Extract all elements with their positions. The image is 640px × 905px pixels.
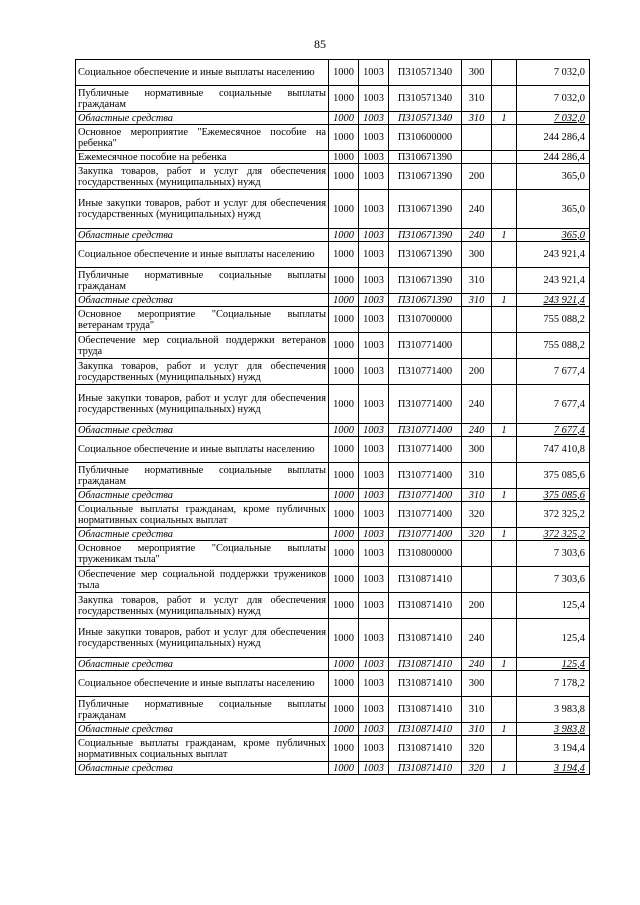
cell-funding-source: 1: [492, 723, 517, 736]
cell-expense-type-code: [462, 333, 492, 359]
cell-expenditure-name: Закупка товаров, работ и услуг для обеспечения государственных (муниципальных) нужд: [76, 593, 329, 619]
cell-section-code: 1000: [329, 437, 359, 463]
cell-expense-type-code: 310: [462, 723, 492, 736]
cell-target-item-code: П310871410: [389, 593, 462, 619]
cell-section-code: 1000: [329, 333, 359, 359]
cell-expenditure-name: Публичные нормативные социальные выплаты гражданам: [76, 86, 329, 112]
cell-expenditure-name: Закупка товаров, работ и услуг для обеспечения государственных (муниципальных) нужд: [76, 359, 329, 385]
cell-subsection-code: 1003: [359, 229, 389, 242]
cell-amount: 125,4: [517, 619, 590, 658]
cell-expenditure-name: Областные средства: [76, 528, 329, 541]
cell-funding-source: 1: [492, 112, 517, 125]
cell-expense-type-code: 240: [462, 190, 492, 229]
cell-target-item-code: П310771400: [389, 333, 462, 359]
cell-subsection-code: 1003: [359, 307, 389, 333]
cell-subsection-code: 1003: [359, 762, 389, 775]
cell-expenditure-name: Социальное обеспечение и иные выплаты населению: [76, 671, 329, 697]
cell-subsection-code: 1003: [359, 593, 389, 619]
cell-funding-source: [492, 333, 517, 359]
cell-amount: 3 983,8: [517, 723, 590, 736]
cell-expenditure-name: Основное мероприятие "Ежемесячное пособие на ребенка": [76, 125, 329, 151]
cell-target-item-code: П310700000: [389, 307, 462, 333]
cell-amount: 365,0: [517, 190, 590, 229]
cell-expense-type-code: 240: [462, 619, 492, 658]
table-row: [76, 697, 590, 723]
cell-expense-type-code: [462, 541, 492, 567]
table-row: [76, 86, 590, 112]
cell-subsection-code: 1003: [359, 567, 389, 593]
table-row: [76, 307, 590, 333]
cell-section-code: 1000: [329, 593, 359, 619]
cell-expenditure-name: Публичные нормативные социальные выплаты гражданам: [76, 697, 329, 723]
cell-expenditure-name: Социальные выплаты гражданам, кроме публичных нормативных социальных выплат: [76, 736, 329, 762]
cell-expense-type-code: 310: [462, 697, 492, 723]
cell-funding-source: [492, 60, 517, 86]
cell-target-item-code: П310800000: [389, 541, 462, 567]
cell-expense-type-code: 200: [462, 164, 492, 190]
cell-amount: 244 286,4: [517, 125, 590, 151]
cell-expenditure-name: Социальное обеспечение и иные выплаты населению: [76, 242, 329, 268]
cell-section-code: 1000: [329, 619, 359, 658]
cell-funding-source: [492, 268, 517, 294]
cell-section-code: 1000: [329, 502, 359, 528]
cell-section-code: 1000: [329, 164, 359, 190]
cell-subsection-code: 1003: [359, 437, 389, 463]
cell-subsection-code: 1003: [359, 86, 389, 112]
cell-target-item-code: П310600000: [389, 125, 462, 151]
table-row: [76, 112, 590, 125]
cell-expenditure-name: Социальные выплаты гражданам, кроме публичных нормативных социальных выплат: [76, 502, 329, 528]
cell-funding-source: [492, 307, 517, 333]
cell-subsection-code: 1003: [359, 268, 389, 294]
cell-amount: 243 921,4: [517, 268, 590, 294]
cell-expense-type-code: 240: [462, 658, 492, 671]
cell-expenditure-name: Публичные нормативные социальные выплаты гражданам: [76, 463, 329, 489]
cell-expenditure-name: Областные средства: [76, 294, 329, 307]
cell-target-item-code: П310771400: [389, 424, 462, 437]
cell-section-code: 1000: [329, 463, 359, 489]
table-row: [76, 489, 590, 502]
cell-subsection-code: 1003: [359, 190, 389, 229]
cell-expense-type-code: 300: [462, 671, 492, 697]
cell-expense-type-code: 240: [462, 424, 492, 437]
cell-subsection-code: 1003: [359, 619, 389, 658]
cell-target-item-code: П310671390: [389, 294, 462, 307]
cell-section-code: 1000: [329, 359, 359, 385]
table-row: [76, 294, 590, 307]
cell-expenditure-name: Иные закупки товаров, работ и услуг для обеспечения государственных (муниципальных) нужд: [76, 190, 329, 229]
cell-expense-type-code: 320: [462, 736, 492, 762]
cell-expense-type-code: 320: [462, 762, 492, 775]
cell-section-code: 1000: [329, 736, 359, 762]
cell-subsection-code: 1003: [359, 333, 389, 359]
cell-funding-source: 1: [492, 528, 517, 541]
cell-expense-type-code: 240: [462, 229, 492, 242]
cell-target-item-code: П310771400: [389, 489, 462, 502]
cell-target-item-code: П310771400: [389, 502, 462, 528]
cell-expense-type-code: 310: [462, 86, 492, 112]
cell-expense-type-code: 310: [462, 463, 492, 489]
cell-expenditure-name: Областные средства: [76, 229, 329, 242]
cell-amount: 375 085,6: [517, 489, 590, 502]
cell-funding-source: 1: [492, 229, 517, 242]
cell-subsection-code: 1003: [359, 671, 389, 697]
cell-subsection-code: 1003: [359, 424, 389, 437]
cell-amount: 125,4: [517, 658, 590, 671]
cell-target-item-code: П310571340: [389, 60, 462, 86]
table-row: [76, 424, 590, 437]
cell-expenditure-name: Социальное обеспечение и иные выплаты населению: [76, 60, 329, 86]
cell-amount: 244 286,4: [517, 151, 590, 164]
cell-amount: 375 085,6: [517, 463, 590, 489]
cell-target-item-code: П310771400: [389, 437, 462, 463]
table-row: [76, 723, 590, 736]
cell-section-code: 1000: [329, 60, 359, 86]
cell-funding-source: [492, 502, 517, 528]
cell-expense-type-code: 240: [462, 385, 492, 424]
cell-funding-source: [492, 736, 517, 762]
cell-expenditure-name: Обеспечение мер социальной поддержки тружеников тыла: [76, 567, 329, 593]
cell-expenditure-name: Областные средства: [76, 762, 329, 775]
cell-funding-source: [492, 359, 517, 385]
cell-funding-source: [492, 437, 517, 463]
cell-section-code: 1000: [329, 697, 359, 723]
table-row: [76, 593, 590, 619]
cell-section-code: 1000: [329, 112, 359, 125]
cell-expenditure-name: Областные средства: [76, 489, 329, 502]
cell-funding-source: 1: [492, 658, 517, 671]
cell-subsection-code: 1003: [359, 489, 389, 502]
cell-target-item-code: П310571340: [389, 112, 462, 125]
cell-subsection-code: 1003: [359, 164, 389, 190]
cell-section-code: 1000: [329, 424, 359, 437]
table-row: [76, 658, 590, 671]
cell-expenditure-name: Областные средства: [76, 424, 329, 437]
cell-amount: 3 194,4: [517, 762, 590, 775]
table-row: [76, 502, 590, 528]
cell-target-item-code: П310671390: [389, 190, 462, 229]
cell-expense-type-code: [462, 125, 492, 151]
cell-target-item-code: П310871410: [389, 723, 462, 736]
cell-target-item-code: П310871410: [389, 697, 462, 723]
cell-funding-source: 1: [492, 294, 517, 307]
cell-section-code: 1000: [329, 242, 359, 268]
cell-expenditure-name: Обеспечение мер социальной поддержки ветеранов труда: [76, 333, 329, 359]
table-row: [76, 151, 590, 164]
cell-expenditure-name: Иные закупки товаров, работ и услуг для обеспечения государственных (муниципальных) нужд: [76, 385, 329, 424]
cell-amount: 372 325,2: [517, 528, 590, 541]
cell-section-code: 1000: [329, 541, 359, 567]
cell-target-item-code: П310571340: [389, 86, 462, 112]
cell-funding-source: [492, 86, 517, 112]
cell-funding-source: [492, 190, 517, 229]
cell-subsection-code: 1003: [359, 359, 389, 385]
cell-funding-source: [492, 567, 517, 593]
page-number: 85: [314, 37, 326, 51]
cell-section-code: 1000: [329, 489, 359, 502]
table-row: [76, 528, 590, 541]
table-row: [76, 60, 590, 86]
cell-section-code: 1000: [329, 268, 359, 294]
table-row: [76, 268, 590, 294]
cell-funding-source: [492, 671, 517, 697]
cell-expense-type-code: 310: [462, 294, 492, 307]
cell-expenditure-name: Областные средства: [76, 112, 329, 125]
cell-amount: 747 410,8: [517, 437, 590, 463]
cell-subsection-code: 1003: [359, 385, 389, 424]
table-row: [76, 242, 590, 268]
cell-target-item-code: П310671390: [389, 164, 462, 190]
cell-amount: 365,0: [517, 229, 590, 242]
budget-table-body: [76, 60, 590, 775]
cell-expenditure-name: Социальное обеспечение и иные выплаты населению: [76, 437, 329, 463]
cell-section-code: 1000: [329, 658, 359, 671]
cell-amount: 3 194,4: [517, 736, 590, 762]
cell-subsection-code: 1003: [359, 528, 389, 541]
cell-amount: 7 677,4: [517, 424, 590, 437]
cell-amount: 7 303,6: [517, 541, 590, 567]
cell-section-code: 1000: [329, 762, 359, 775]
cell-subsection-code: 1003: [359, 541, 389, 567]
cell-section-code: 1000: [329, 528, 359, 541]
table-row: [76, 164, 590, 190]
cell-expense-type-code: [462, 567, 492, 593]
table-row: [76, 190, 590, 229]
cell-target-item-code: П310871410: [389, 736, 462, 762]
cell-amount: 125,4: [517, 593, 590, 619]
cell-section-code: 1000: [329, 671, 359, 697]
cell-funding-source: [492, 593, 517, 619]
cell-subsection-code: 1003: [359, 151, 389, 164]
cell-subsection-code: 1003: [359, 242, 389, 268]
cell-section-code: 1000: [329, 151, 359, 164]
cell-amount: 7 178,2: [517, 671, 590, 697]
cell-expense-type-code: 310: [462, 268, 492, 294]
cell-funding-source: 1: [492, 762, 517, 775]
cell-amount: 243 921,4: [517, 242, 590, 268]
table-row: [76, 736, 590, 762]
cell-section-code: 1000: [329, 229, 359, 242]
cell-target-item-code: П310771400: [389, 359, 462, 385]
cell-section-code: 1000: [329, 86, 359, 112]
cell-expenditure-name: Основное мероприятие "Социальные выплаты труженикам тыла": [76, 541, 329, 567]
cell-funding-source: [492, 385, 517, 424]
table-row: [76, 671, 590, 697]
cell-amount: 243 921,4: [517, 294, 590, 307]
cell-target-item-code: П310671390: [389, 268, 462, 294]
cell-expenditure-name: Областные средства: [76, 658, 329, 671]
table-row: [76, 541, 590, 567]
cell-section-code: 1000: [329, 294, 359, 307]
cell-funding-source: 1: [492, 489, 517, 502]
cell-subsection-code: 1003: [359, 294, 389, 307]
cell-subsection-code: 1003: [359, 736, 389, 762]
cell-section-code: 1000: [329, 385, 359, 424]
cell-amount: 7 032,0: [517, 86, 590, 112]
cell-target-item-code: П310871410: [389, 567, 462, 593]
cell-amount: 7 677,4: [517, 359, 590, 385]
table-row: [76, 567, 590, 593]
cell-amount: 7 032,0: [517, 112, 590, 125]
cell-subsection-code: 1003: [359, 125, 389, 151]
cell-target-item-code: П310871410: [389, 762, 462, 775]
cell-amount: 755 088,2: [517, 333, 590, 359]
cell-subsection-code: 1003: [359, 697, 389, 723]
cell-funding-source: [492, 151, 517, 164]
cell-subsection-code: 1003: [359, 723, 389, 736]
cell-target-item-code: П310771400: [389, 385, 462, 424]
cell-expense-type-code: 320: [462, 528, 492, 541]
cell-subsection-code: 1003: [359, 658, 389, 671]
table-row: [76, 359, 590, 385]
cell-funding-source: [492, 541, 517, 567]
cell-amount: 372 325,2: [517, 502, 590, 528]
cell-target-item-code: П310671390: [389, 242, 462, 268]
cell-expense-type-code: [462, 151, 492, 164]
cell-expense-type-code: 200: [462, 593, 492, 619]
cell-amount: 3 983,8: [517, 697, 590, 723]
cell-section-code: 1000: [329, 307, 359, 333]
cell-funding-source: [492, 164, 517, 190]
cell-funding-source: [492, 697, 517, 723]
cell-amount: 7 303,6: [517, 567, 590, 593]
cell-expense-type-code: 310: [462, 489, 492, 502]
cell-funding-source: [492, 619, 517, 658]
cell-expenditure-name: Иные закупки товаров, работ и услуг для обеспечения государственных (муниципальных) нужд: [76, 619, 329, 658]
cell-target-item-code: П310671390: [389, 229, 462, 242]
table-row: [76, 437, 590, 463]
cell-expenditure-name: Ежемесячное пособие на ребенка: [76, 151, 329, 164]
cell-funding-source: [492, 125, 517, 151]
cell-funding-source: 1: [492, 424, 517, 437]
table-row: [76, 125, 590, 151]
cell-expense-type-code: 300: [462, 437, 492, 463]
cell-target-item-code: П310671390: [389, 151, 462, 164]
table-row: [76, 619, 590, 658]
table-row: [76, 385, 590, 424]
cell-subsection-code: 1003: [359, 463, 389, 489]
cell-subsection-code: 1003: [359, 60, 389, 86]
cell-amount: 755 088,2: [517, 307, 590, 333]
cell-target-item-code: П310771400: [389, 528, 462, 541]
cell-expenditure-name: Областные средства: [76, 723, 329, 736]
cell-target-item-code: П310871410: [389, 619, 462, 658]
table-row: [76, 463, 590, 489]
cell-expenditure-name: Основное мероприятие "Социальные выплаты ветеранам труда": [76, 307, 329, 333]
cell-amount: 365,0: [517, 164, 590, 190]
cell-target-item-code: П310871410: [389, 658, 462, 671]
cell-expense-type-code: 310: [462, 112, 492, 125]
cell-target-item-code: П310771400: [389, 463, 462, 489]
cell-target-item-code: П310871410: [389, 671, 462, 697]
table-row: [76, 762, 590, 775]
cell-subsection-code: 1003: [359, 502, 389, 528]
cell-section-code: 1000: [329, 125, 359, 151]
cell-section-code: 1000: [329, 723, 359, 736]
cell-section-code: 1000: [329, 190, 359, 229]
budget-table: [75, 59, 590, 775]
cell-amount: 7 032,0: [517, 60, 590, 86]
cell-section-code: 1000: [329, 567, 359, 593]
cell-expense-type-code: 320: [462, 502, 492, 528]
cell-funding-source: [492, 242, 517, 268]
cell-funding-source: [492, 463, 517, 489]
table-row: [76, 333, 590, 359]
cell-expenditure-name: Публичные нормативные социальные выплаты гражданам: [76, 268, 329, 294]
cell-expenditure-name: Закупка товаров, работ и услуг для обеспечения государственных (муниципальных) нужд: [76, 164, 329, 190]
cell-expense-type-code: 300: [462, 242, 492, 268]
cell-expense-type-code: 300: [462, 60, 492, 86]
cell-expense-type-code: [462, 307, 492, 333]
cell-amount: 7 677,4: [517, 385, 590, 424]
cell-expense-type-code: 200: [462, 359, 492, 385]
cell-subsection-code: 1003: [359, 112, 389, 125]
table-row: [76, 229, 590, 242]
